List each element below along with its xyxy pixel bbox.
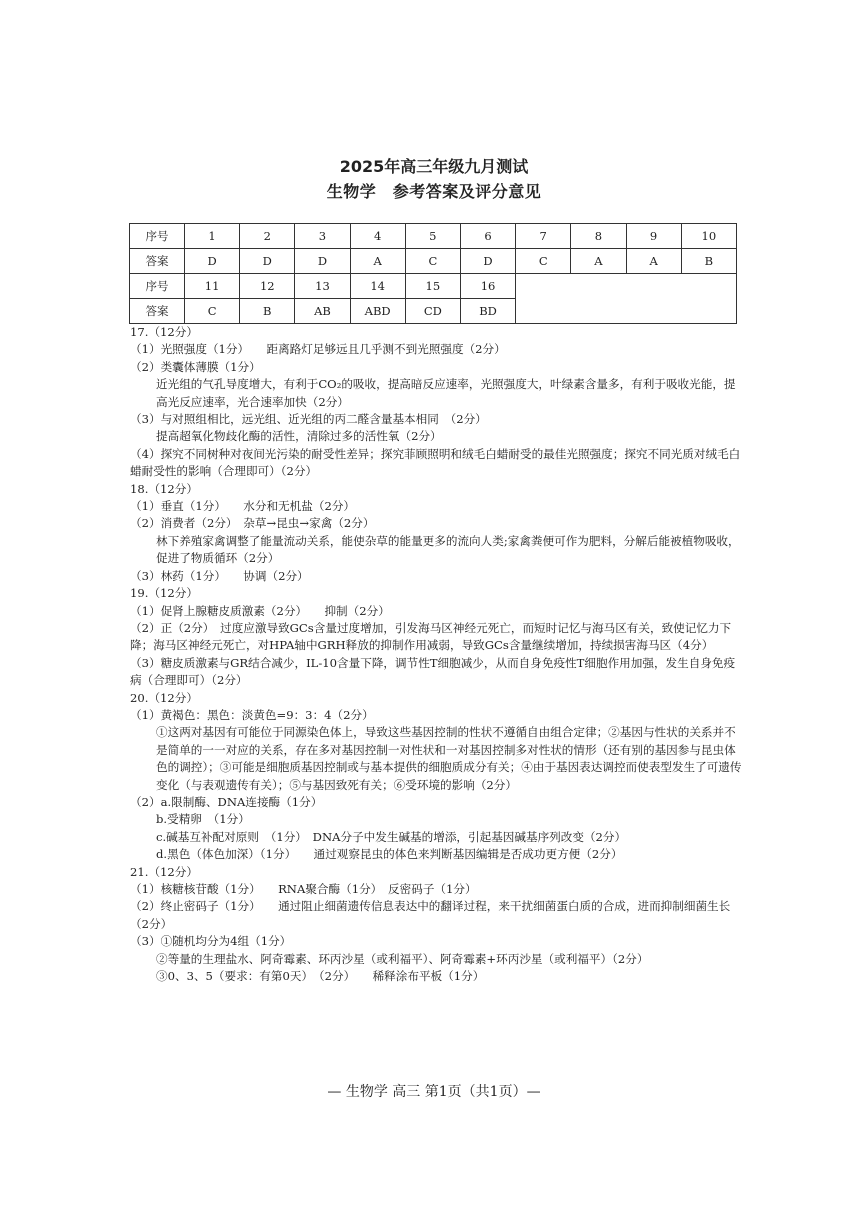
page-subtitle: 生物学 参考答案及评分意见 (326, 182, 542, 201)
q21-line: （3）①随机均分为4组（1分） (130, 934, 292, 949)
q17-line: （1）光照强度（1分） 距离路灯足够远且几乎测不到光照强度（2分） (130, 342, 506, 357)
q20-line: ①这两对基因有可能位于同源染色体上，导致这些基因控制的性状不遵循自由组合定律；②基因与性状的关系并不是简单的一一对应的关系，存在多对基因控制一对性状和一对基因控制多对性状的情形（还有别的基因参与昆虫体色的调控）；③可能是细胞质基因控制或与基本提供的细胞质成分有关；④由于基因表达调控而使表型发生了可遗传变化（与表观遗传有关）；⑤与基因致死有关；⑥受环境的影响（2分） (156, 725, 742, 792)
table-row (130, 274, 737, 299)
table-cell: C (516, 249, 571, 274)
q17-line: （3）与对照组相比，远光组、近光组的丙二醛含量基本相同 （2分） (130, 412, 487, 427)
q17-line: 近光组的气孔导度增大，有利于CO₂的吸收，提高暗反应速率，光照强度大，叶绿素含量多，有利于吸收光能，提高光反应速率，光合速率加快（2分） (156, 377, 736, 409)
q20-line: （1）黄褐色：黑色：淡黄色=9：3：4（2分） (130, 707, 374, 722)
q21-line: （1）核糖核苷酸（1分） RNA聚合酶（1分） 反密码子（1分） (130, 882, 477, 896)
question-18-heading: 18.（12分） (130, 481, 198, 496)
answer-table (129, 223, 737, 324)
q21-line: ②等量的生理盐水、阿奇霉素、环丙沙星（或利福平）、阿奇霉素+环丙沙星（或利福平）（2分） (156, 951, 649, 966)
table-cell: 13 (295, 274, 350, 299)
table-cell: D (460, 249, 515, 274)
q20-line: d.黑色（体色加深）（1分） 通过观察昆虫的体色来判断基因编辑是否成功更方便（2分） (156, 847, 623, 862)
q19-line: （2）正（2分） 过度应激导致GCs含量过度增加，引发海马区神经元死亡，而短时记忆与海马区有关，致使记忆力下降；海马区神经元死亡，对HPA轴中GRH释放的抑制作用减弱，导致GCs含量继续增加，持续损害海马区（4分） (130, 620, 732, 653)
q19-line: （3）糖皮质激素与GR结合减少，IL-10含量下降，调节性T细胞减少，从而自身免疫性T细胞作用加强，发生自身免疫病（合理即可）（2分） (130, 655, 736, 688)
q20-line: c.碱基互补配对原则 （1分） DNA分子中发生碱基的增添，引起基因碱基序列改变（2分） (156, 829, 627, 844)
q19-line: （1）促肾上腺糖皮质激素（2分） 抑制（2分） (130, 603, 390, 618)
table-cell: 3 (295, 224, 350, 249)
question-20-heading: 20.（12分） (130, 690, 198, 705)
q21-line: ③0、3、5（要求：有第0天） （2分） 稀释涂布平板（1分） (156, 969, 485, 984)
q17-line: （4）探究不同树种对夜间光污染的耐受性差异；探究菲顾照明和绒毛白蜡耐受的最佳光照强度；探究不同光质对绒毛白蜡耐受性的影响（合理即可）（2分） (130, 446, 741, 479)
table-cell: ABD (350, 299, 405, 324)
table-cell: B (240, 299, 295, 324)
table-cell: 1 (185, 224, 240, 249)
table-cell: 5 (405, 224, 460, 249)
table-cell: 7 (516, 224, 571, 249)
q18-line: （1）垂直（1分） 水分和无机盐（2分） (130, 499, 356, 514)
table-cell: 4 (350, 224, 405, 249)
row-label-answer: 答案 (130, 299, 185, 324)
q20-line: b.受精卵 （1分） (156, 812, 250, 827)
question-21-heading: 21.（12分） (130, 864, 198, 879)
table-cell: 12 (240, 274, 295, 299)
table-cell: A (350, 249, 405, 274)
table-cell: D (185, 249, 240, 274)
q18-line: （2）消费者（2分） 杂草→昆虫→家禽（2分） (130, 516, 375, 531)
q18-line: （3）林药（1分） 协调（2分） (130, 568, 309, 583)
table-cell: 2 (240, 224, 295, 249)
question-19-heading: 19.（12分） (130, 586, 198, 601)
table-cell: 8 (571, 224, 626, 249)
q20-line: （2）a.限制酶、DNA连接酶（1分） (130, 794, 323, 809)
page-title: 2025年高三年级九月测试 (339, 157, 529, 176)
table-cell: 16 (460, 274, 515, 299)
table-blank-cell (516, 274, 737, 324)
row-label-number: 序号 (130, 224, 185, 249)
q17-line: （2）类囊体薄膜（1分） (130, 359, 261, 374)
table-cell: C (405, 249, 460, 274)
question-17-heading: 17.（12分） (130, 325, 198, 339)
row-label-number: 序号 (130, 274, 185, 299)
q17-line: 提高超氧化物歧化酶的活性，清除过多的活性氧（2分） (156, 429, 442, 444)
page-footer: — 生物学 高三 第1页（共1页）— (327, 1084, 541, 1100)
table-cell: 15 (405, 274, 460, 299)
table-cell: AB (295, 299, 350, 324)
table-cell: D (240, 249, 295, 274)
q21-line: （2）终止密码子（1分） 通过阻止细菌遗传信息表达中的翻译过程，来干扰细菌蛋白质的合成，进而抑制细菌生长（2分） (130, 899, 731, 931)
table-cell: A (571, 249, 626, 274)
q18-line: 林下养殖家禽调整了能量流动关系，能使杂草的能量更多的流向人类;家禽粪便可作为肥料，分解后能被植物吸收，促进了物质循环（2分） (156, 533, 740, 566)
table-cell: A (626, 249, 681, 274)
table-cell: C (185, 299, 240, 324)
table-cell: 9 (626, 224, 681, 249)
answer-content (130, 324, 742, 985)
table-cell: 11 (185, 274, 240, 299)
table-row (130, 224, 737, 249)
table-cell: B (681, 249, 736, 274)
table-cell: D (295, 249, 350, 274)
row-label-answer: 答案 (130, 249, 185, 274)
table-cell: CD (405, 299, 460, 324)
table-cell: 10 (681, 224, 736, 249)
table-row (130, 249, 737, 274)
table-cell: 6 (460, 224, 515, 249)
table-cell: 14 (350, 274, 405, 299)
table-cell: BD (460, 299, 515, 324)
